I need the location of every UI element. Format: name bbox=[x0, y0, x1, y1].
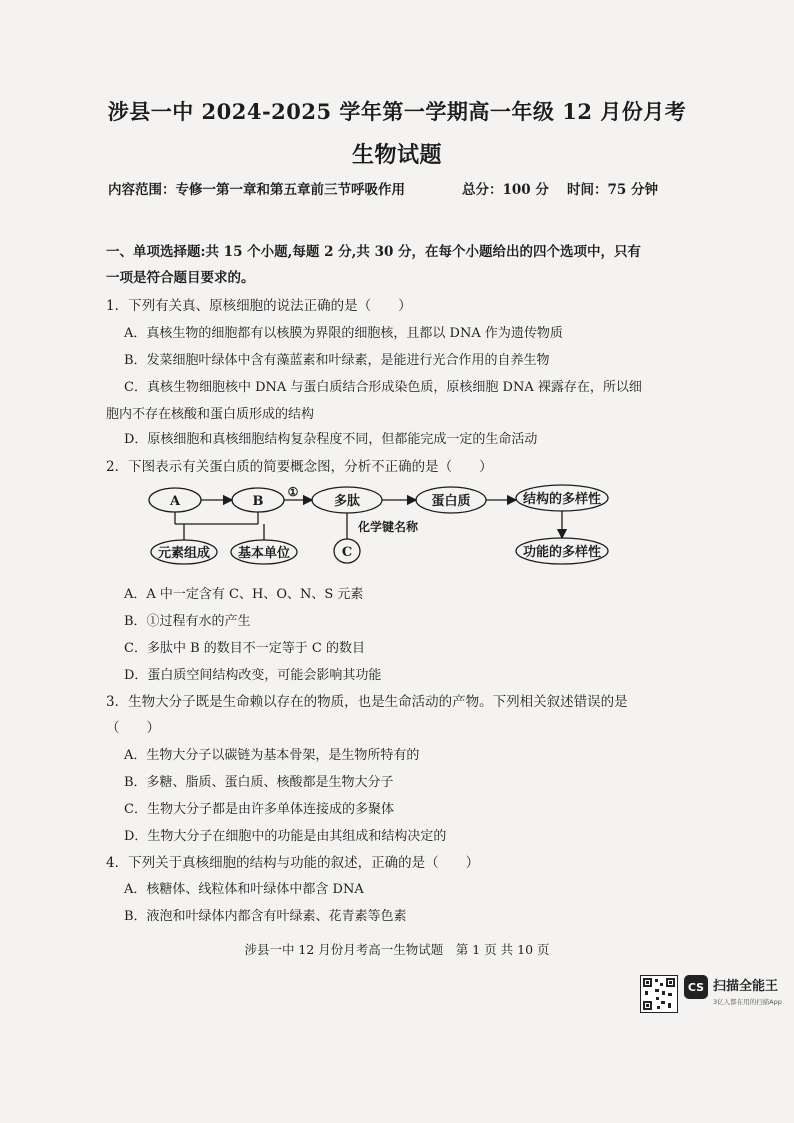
label-protein: 蛋白质 bbox=[431, 494, 471, 509]
question-2-option-c: C．多肽中 B 的数目不一定等于 C 的数目 bbox=[124, 641, 365, 656]
page-footer: 涉县一中 12 月份月考高一生物试题 第 1 页 共 10 页 bbox=[244, 942, 550, 957]
protein-concept-diagram bbox=[140, 476, 610, 576]
label-b: B bbox=[252, 494, 264, 509]
question-2-option-d: D．蛋白质空间结构改变，可能会影响其功能 bbox=[124, 668, 382, 683]
scanner-badge bbox=[640, 975, 782, 1013]
question-3-option-d: D．生物大分子在细胞中的功能是由其组成和结构决定的 bbox=[124, 829, 447, 844]
label-elements: 元素组成 bbox=[157, 546, 211, 561]
qr-code-icon bbox=[640, 975, 678, 1013]
question-1-option-a: A．真核生物的细胞都有以核膜为界限的细胞核，且都以 DNA 作为遗传物质 bbox=[124, 326, 563, 341]
exam-title: 涉县一中 2024-2025 学年第一学期高一年级 12 月份月考 bbox=[107, 99, 687, 124]
exam-subtitle: 生物试题 bbox=[351, 142, 442, 168]
label-function: 功能的多样性 bbox=[522, 545, 602, 560]
question-2-option-a: A．A 中一定含有 C、H、O、N、S 元素 bbox=[124, 587, 364, 602]
question-3-option-c: C．生物大分子都是由许多单体连接成的多聚体 bbox=[124, 802, 394, 817]
question-3-paren: （ ） bbox=[106, 720, 160, 736]
question-3-option-a: A．生物大分子以碳链为基本骨架，是生物所特有的 bbox=[124, 748, 420, 763]
scanner-name: 扫描全能王 bbox=[713, 979, 779, 994]
section-intro-cont: 一项是符合题目要求的。 bbox=[106, 270, 255, 286]
scanner-slogan: 3亿人都在用的扫描App bbox=[713, 998, 782, 1006]
exam-time: 时间：75 分钟 bbox=[567, 182, 658, 198]
question-2-option-b: B．①过程有水的产生 bbox=[124, 614, 251, 629]
question-1-stem: 1．下列有关真、原核细胞的说法正确的是（ ） bbox=[106, 298, 412, 314]
question-4-stem: 4．下列关于真核细胞的结构与功能的叙述，正确的是（ ） bbox=[106, 855, 480, 871]
label-a: A bbox=[169, 494, 181, 509]
label-c: C bbox=[341, 545, 353, 560]
question-1-option-b: B．发菜细胞叶绿体中含有藻蓝素和叶绿素，是能进行光合作用的自养生物 bbox=[124, 353, 550, 368]
label-structure: 结构的多样性 bbox=[522, 492, 602, 507]
question-1-option-c: C．真核生物细胞核中 DNA 与蛋白质结合形成染色质，原核细胞 DNA 裸露存在，所以细 bbox=[124, 380, 642, 395]
camscanner-logo-icon: CS bbox=[684, 975, 708, 999]
question-1-option-c-cont: 胞内不存在核酸和蛋白质形成的结构 bbox=[106, 407, 315, 422]
question-2-stem: 2．下图表示有关蛋白质的简要概念图，分析不正确的是（ ） bbox=[106, 459, 493, 475]
scanner-brand bbox=[713, 975, 782, 1006]
label-peptide: 多肽 bbox=[333, 494, 361, 509]
question-3-option-b: B．多糖、脂质、蛋白质、核酸都是生物大分子 bbox=[124, 775, 394, 790]
question-4-option-b: B．液泡和叶绿体内都含有叶绿素、花青素等色素 bbox=[124, 909, 407, 924]
question-4-option-a: A．核糖体、线粒体和叶绿体中都含 DNA bbox=[124, 882, 364, 897]
total-score: 总分：100 分 bbox=[462, 182, 549, 198]
question-1-option-d: D．原核细胞和真核细胞结构复杂程度不同，但都能完成一定的生命活动 bbox=[124, 432, 538, 447]
question-3-stem: 3．生物大分子既是生命赖以存在的物质，也是生命活动的产物。下列相关叙述错误的是 bbox=[106, 694, 628, 710]
content-scope: 内容范围：专修一第一章和第五章前三节呼吸作用 bbox=[108, 182, 405, 198]
label-bond: 化学键名称 bbox=[357, 520, 419, 534]
section-intro: 一、单项选择题:共 15 个小题,每题 2 分,共 30 分，在每个小题给出的四个选项中，只有 bbox=[106, 244, 642, 260]
label-unit: 基本单位 bbox=[237, 546, 291, 561]
label-step-1: ① bbox=[287, 485, 299, 499]
